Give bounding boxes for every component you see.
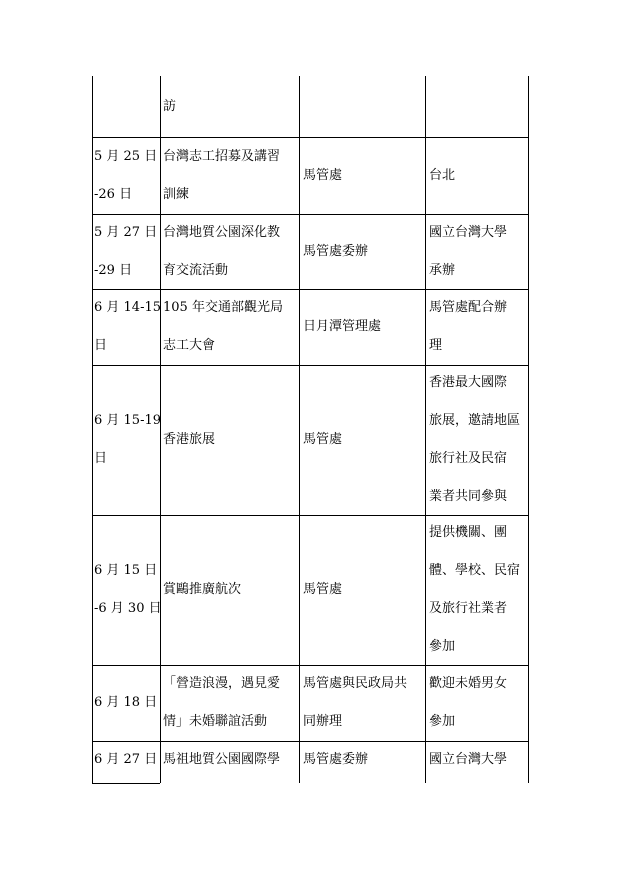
- cell-date: 6 月 18 日: [94, 695, 158, 710]
- cell-date: 日: [94, 451, 108, 466]
- cell-organizer: 馬管處與民政局共: [303, 676, 408, 691]
- cell-date: -29 日: [94, 262, 133, 278]
- cell-event: 訪: [163, 98, 177, 114]
- cell-date: -26 日: [94, 186, 133, 202]
- cell-note: 馬管處配合辦: [429, 300, 508, 315]
- cell-date: 5 月 27 日: [94, 224, 158, 240]
- cell-organizer: 馬管處: [303, 582, 343, 597]
- cell-note: 提供機關、團: [429, 525, 508, 540]
- cell-note: 國立台灣大學: [429, 224, 508, 240]
- cell-date: 6 月 14-15: [94, 300, 162, 315]
- table-vertical-border: [528, 76, 529, 783]
- cell-note: 台北: [429, 167, 456, 183]
- cell-note: 承辦: [429, 262, 456, 278]
- table-vertical-border: [92, 76, 93, 783]
- cell-date: 6 月 15 日: [94, 563, 158, 578]
- cell-organizer: 馬管處: [303, 432, 343, 447]
- cell-organizer: 馬管處: [303, 167, 343, 183]
- cell-note: 理: [429, 338, 443, 353]
- cell-date: 6 月 27 日: [94, 752, 158, 767]
- table-horizontal-border: [92, 783, 160, 784]
- cell-organizer: 馬管處委辦: [303, 243, 369, 259]
- cell-note: 國立台灣大學: [429, 752, 508, 767]
- cell-date: 6 月 15-19: [94, 413, 162, 428]
- table-vertical-border: [425, 76, 426, 783]
- cell-date: 日: [94, 338, 108, 353]
- cell-organizer: 馬管處委辦: [303, 752, 369, 767]
- cell-event: 105 年交通部觀光局: [163, 300, 283, 315]
- cell-date: -6 月 30 日: [94, 601, 162, 616]
- cell-note: 參加: [429, 639, 456, 654]
- cell-event: 育交流活動: [163, 262, 229, 278]
- cell-event: 「營造浪漫，遇見愛: [163, 676, 281, 691]
- table-vertical-border: [299, 76, 300, 783]
- cell-event: 志工大會: [163, 338, 216, 353]
- cell-note: 及旅行社業者: [429, 601, 508, 616]
- cell-date: 5 月 25 日: [94, 148, 158, 164]
- cell-event: 情」未婚聯誼活動: [163, 714, 268, 729]
- cell-note: 業者共同參與: [429, 489, 508, 504]
- cell-event: 馬祖地質公園國際學: [163, 752, 281, 767]
- cell-organizer: 日月潭管理處: [303, 319, 382, 334]
- cell-event: 香港旅展: [163, 432, 216, 447]
- cell-event: 台灣地質公園深化教: [163, 224, 281, 240]
- table-horizontal-border: [92, 137, 528, 138]
- cell-note: 旅展，邀請地區: [429, 413, 521, 428]
- cell-organizer: 同辦理: [303, 714, 343, 729]
- cell-note: 參加: [429, 714, 456, 729]
- cell-event: 台灣志工招募及講習: [163, 148, 281, 164]
- cell-event: 訓練: [163, 186, 190, 202]
- cell-note: 香港最大國際: [429, 375, 508, 390]
- cell-event: 賞鷗推廣航次: [163, 582, 242, 597]
- cell-note: 旅行社及民宿: [429, 451, 508, 466]
- cell-note: 歡迎未婚男女: [429, 676, 508, 691]
- cell-note: 體、學校、民宿: [429, 563, 521, 578]
